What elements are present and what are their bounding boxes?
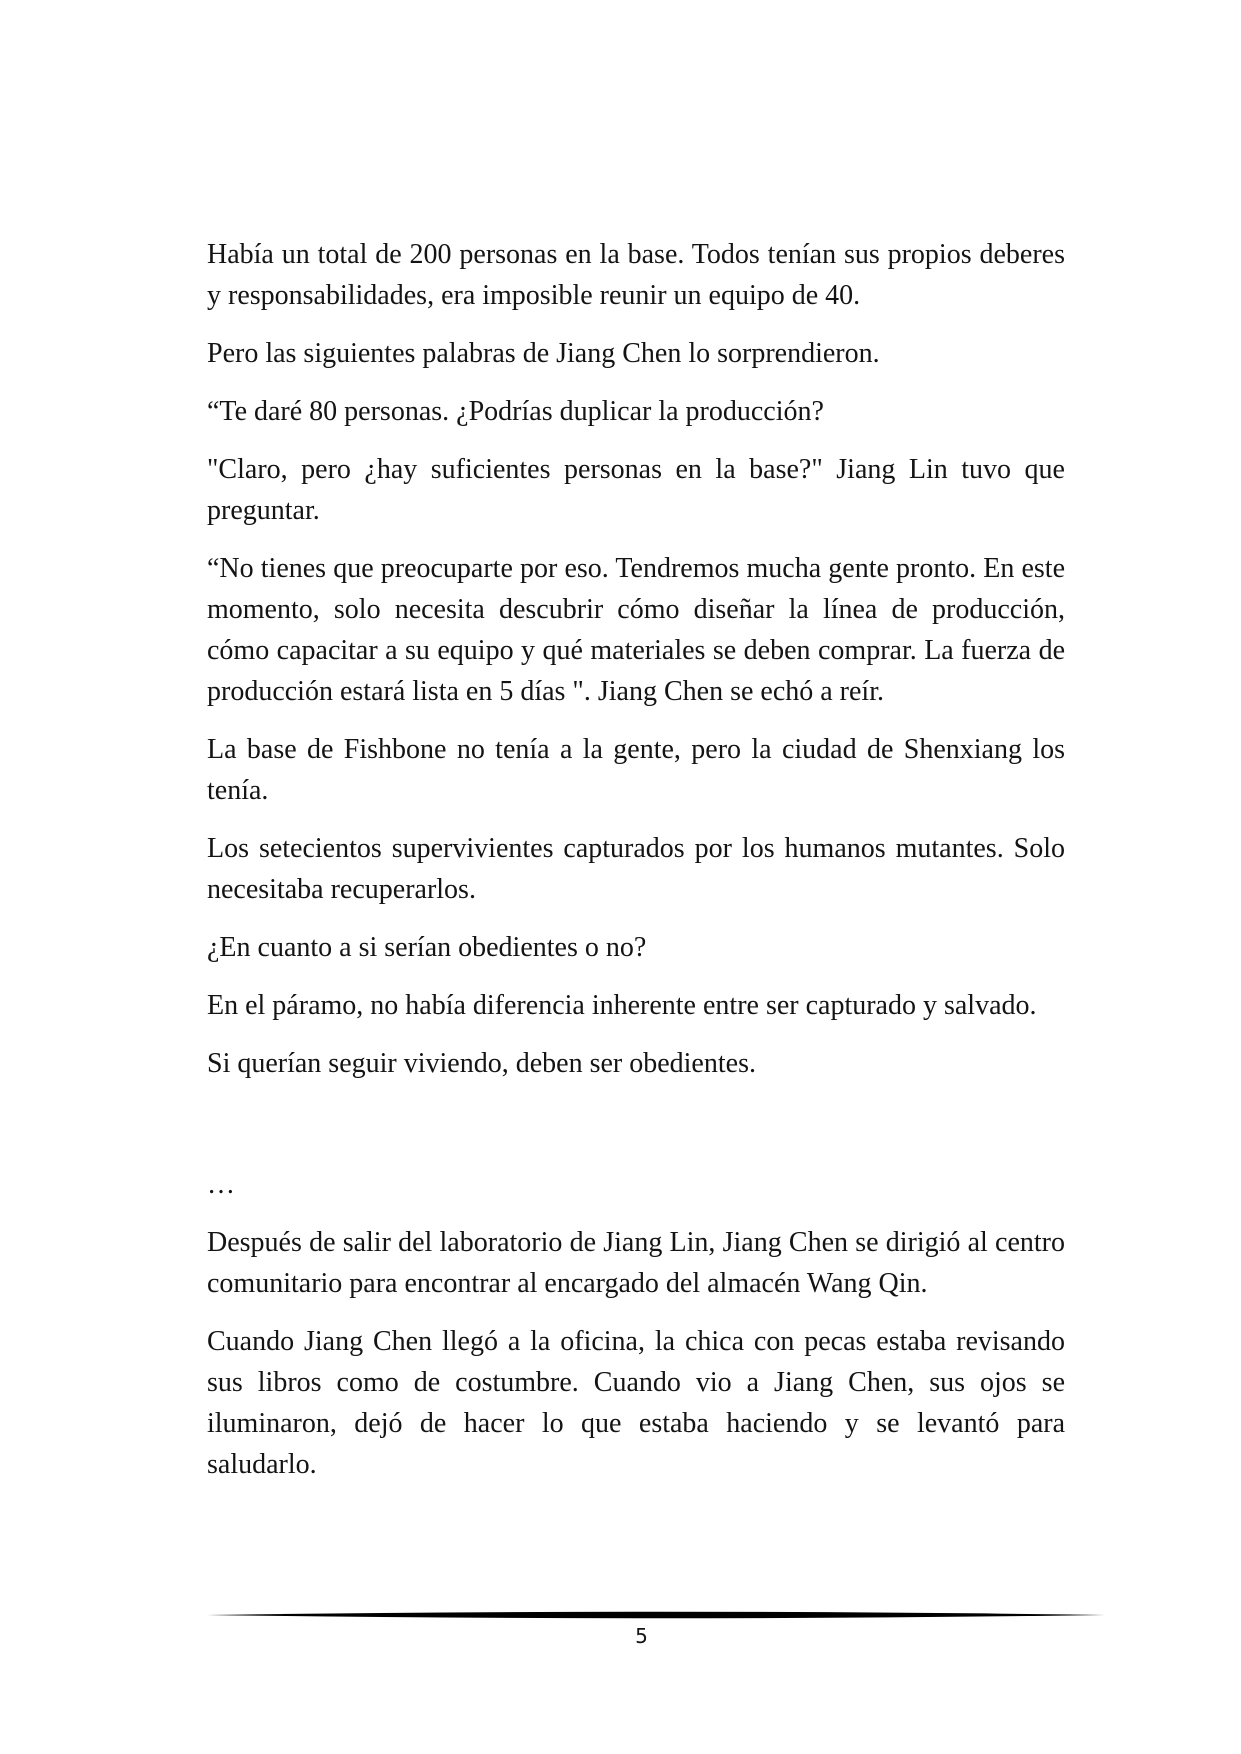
paragraph: Después de salir del laboratorio de Jiang Lin, Jiang Chen se dirigió al centro comunitario para encontrar al encargado del almacén Wang Qin. — [207, 1227, 1065, 1299]
paragraph: "Claro, pero ¿hay suficientes personas en la base?" Jiang Lin tuvo que preguntar. — [207, 454, 1065, 526]
paragraph: Si querían seguir viviendo, deben ser obedientes. — [207, 1048, 756, 1079]
paragraph: ¿En cuanto a si serían obedientes o no? — [207, 932, 647, 963]
paragraph: “No tienes que preocuparte por eso. Tendremos mucha gente pronto. En este momento, solo necesita descubrir cómo diseñar la línea de producción, cómo capacitar a su equipo y qué materiales se deben comprar. La fuerza de producción estará lista en 5 días ". Jiang Chen se echó a reír. — [207, 553, 1065, 707]
paragraph: Los setecientos supervivientes capturados por los humanos mutantes. Solo necesitaba recuperarlos. — [207, 833, 1065, 905]
page-number: 5 — [635, 1624, 648, 1648]
paragraph: Había un total de 200 personas en la base. Todos tenían sus propios deberes y responsabilidades, era imposible reunir un equipo de 40. — [207, 239, 1065, 311]
paragraph: “Te daré 80 personas. ¿Podrías duplicar la producción? — [207, 396, 824, 427]
paragraph: Cuando Jiang Chen llegó a la oficina, la chica con pecas estaba revisando sus libros como de costumbre. Cuando vio a Jiang Chen, sus ojos se iluminaron, dejó de hacer lo que estaba haciendo y se levantó para saludarlo. — [207, 1326, 1065, 1480]
paragraph: La base de Fishbone no tenía a la gente, pero la ciudad de Shenxiang los tenía. — [207, 734, 1065, 806]
footer-divider — [207, 1608, 1105, 1622]
paragraph: Pero las siguientes palabras de Jiang Chen lo sorprendieron. — [207, 338, 880, 369]
body-text — [207, 234, 1065, 1502]
paragraph: En el páramo, no había diferencia inherente entre ser capturado y salvado. — [207, 990, 1037, 1021]
section-break: … — [207, 1169, 235, 1200]
